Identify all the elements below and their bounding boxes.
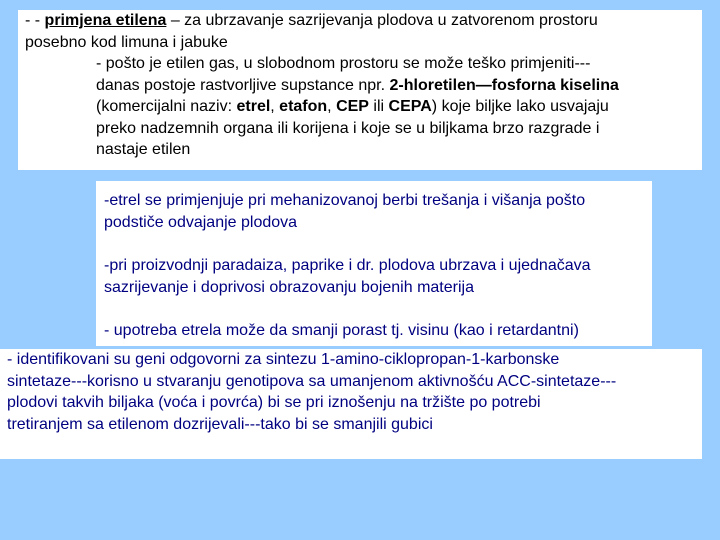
sep-1: , [270, 98, 280, 115]
sub-line-4: preko nadzemnih organa ili korijena i koje se u biljkama brzo razgrade i [96, 119, 600, 137]
sub-line-2-text: danas postoje rastvorljive supstance npr. [96, 76, 390, 94]
use-height-line: - upotreba etrela može da smanji porast tj. visinu (kao i retardantni) [104, 322, 579, 339]
use-vegetables-line-2: sazrijevanje i doprivosi obrazovanju bojenih materija [104, 278, 474, 296]
indented-paragraph [96, 53, 702, 161]
etrel-uses-box [96, 181, 652, 346]
sub-line-3-end: ) koje biljke lako usvajaju [431, 98, 609, 115]
intro-line [25, 10, 702, 32]
intro-prefix: - - [25, 12, 45, 29]
genes-line-4: tretiranjem sa etilenom dozrijevali---tako bi se smanjili gubici [7, 415, 433, 433]
use-vegetables-line-1: -pri proizvodnji paradaiza, paprike i dr. plodova ubrzava i ujednačava [104, 257, 591, 274]
spacer [104, 233, 652, 255]
sep-2: , [327, 98, 337, 115]
sub-line-2 [96, 75, 702, 97]
sub-line-1: - pošto je etilen gas, u slobodnom prostoru se može teško primjeniti--- [96, 55, 591, 72]
intro-rest: – za ubrzavanje sazrijevanja plodova u zatvorenom prostoru [166, 12, 598, 29]
sub-line-5: nastaje etilen [96, 141, 191, 158]
sub-line-3-text: (komercijalni naziv: [96, 98, 237, 115]
name-cep: CEP [336, 98, 369, 115]
genes-line-1: - identifikovani su geni odgovorni za sintezu 1-amino-ciklopropan-1-karbonske [7, 351, 560, 368]
ethylene-application-box [18, 10, 702, 170]
use-cherries-line-2: podstiče odvajanje plodova [104, 213, 298, 231]
use-cherries-line-1: -etrel se primjenjuje pri mehanizovanoj berbi trešanja i višanja pošto [104, 192, 586, 209]
genes-box [0, 349, 702, 459]
sep-3: ili [368, 98, 389, 115]
name-etafon: etafon [279, 98, 328, 115]
chemical-name: 2-hloretilen—fosforna kiselina [389, 76, 619, 94]
genes-line-3: plodovi takvih biljaka (voća i povrća) bi se pri iznošenju na tržište po potrebi [7, 394, 541, 411]
genes-line-2: sintetaze---korisno u stvaranju genotipova sa umanjenom aktivnošću ACC-sintetaze--- [7, 372, 617, 390]
intro-line-2: posebno kod limuna i jabuke [25, 33, 228, 51]
sub-line-3 [96, 96, 702, 118]
name-etrel: etrel [236, 98, 271, 115]
name-cepa: CEPA [388, 98, 432, 115]
term-primjena-etilena: primjena etilena [44, 12, 167, 29]
spacer [104, 298, 652, 320]
